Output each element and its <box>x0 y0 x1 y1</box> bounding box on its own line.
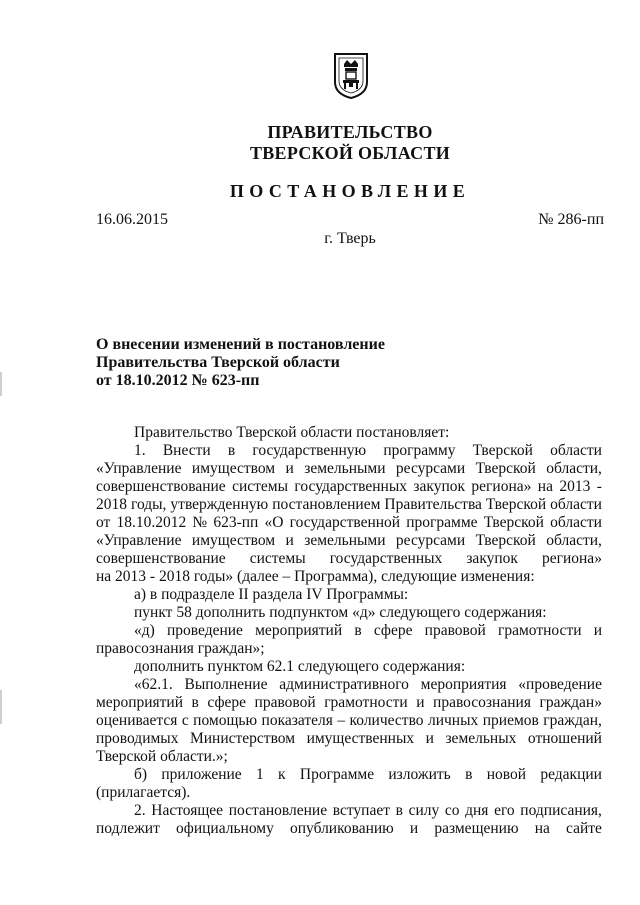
body-word: б) <box>134 766 148 783</box>
body-word: приемов <box>482 712 539 729</box>
body-word: в <box>191 694 199 711</box>
body-word: 2. <box>134 802 146 819</box>
body-word: годы, <box>130 496 167 513</box>
body-word: - <box>596 478 602 495</box>
body-word: силу <box>408 802 440 819</box>
document-type-title: ПОСТАНОВЛЕНИЕ <box>229 181 471 201</box>
body-line <box>96 532 602 550</box>
body-word: 2013 <box>559 478 591 495</box>
body-word: государственных <box>294 478 407 495</box>
body-line <box>96 676 602 694</box>
body-word: имуществом <box>191 532 276 549</box>
body-word: № <box>192 514 208 531</box>
body-word: Тверской <box>475 460 536 477</box>
body-word: «О <box>264 514 284 531</box>
body-line: Тверской области.»; <box>96 748 228 765</box>
coat-of-arms-icon <box>332 52 370 100</box>
body-word: в <box>227 442 236 459</box>
subject-line: Правительства Тверской области <box>96 354 340 371</box>
body-word: мероприятий <box>96 694 184 711</box>
body-word: Выполнение <box>184 676 268 693</box>
body-word: региона» <box>471 478 532 495</box>
org-title-line1: ПРАВИТЕЛЬСТВО <box>267 122 433 142</box>
body-word: 623-пп <box>213 514 259 531</box>
body-word: подлежит <box>96 820 160 837</box>
body-word: и <box>593 622 602 639</box>
body-word: официальному <box>176 820 274 837</box>
body-word: 2018 <box>96 496 127 513</box>
body-word: 18.10.2012 <box>116 514 187 531</box>
body-word: его <box>494 802 515 819</box>
body-word: правосознания <box>433 694 531 711</box>
body-word: в <box>465 766 473 783</box>
body-word: программе <box>406 514 478 531</box>
body-line: дополнить пунктом 62.1 следующего содержания: <box>134 658 466 675</box>
body-word: грамотности <box>324 694 408 711</box>
body-word: количество <box>349 712 424 729</box>
body-word: проводимых <box>96 730 179 747</box>
document-body <box>96 424 602 838</box>
body-word: «проведение <box>518 676 602 693</box>
body-word: земельными <box>304 460 386 477</box>
body-word: Министерством <box>189 730 296 747</box>
body-word: Тверской <box>485 496 547 513</box>
body-word: сайте <box>566 820 602 837</box>
body-word: в <box>395 802 403 819</box>
body-line <box>96 622 602 640</box>
body-word: подписания, <box>520 802 602 819</box>
body-word: закупок <box>413 478 466 495</box>
body-word: сфере <box>373 622 413 639</box>
body-line <box>96 802 602 820</box>
body-word: области, <box>546 532 602 549</box>
body-word: государственной <box>289 514 401 531</box>
body-word: Тверской <box>475 532 536 549</box>
body-line: Правительство Тверской области постановляет: <box>134 424 450 441</box>
body-word: помощью <box>193 712 258 729</box>
body-word: и <box>409 820 419 837</box>
body-word: Программе <box>299 766 375 783</box>
body-line <box>96 766 602 784</box>
body-line <box>96 478 602 496</box>
body-word: отношений <box>527 730 602 747</box>
body-line <box>96 460 602 478</box>
body-word: личных <box>427 712 479 729</box>
body-word: показателя <box>261 712 333 729</box>
body-word: мероприятий <box>255 622 343 639</box>
body-word: Правительства <box>384 496 482 513</box>
body-word: 1. <box>134 442 146 459</box>
body-word: административного <box>279 676 409 693</box>
body-word: области <box>550 514 602 531</box>
body-line <box>96 442 602 460</box>
body-word: постановление <box>228 802 328 819</box>
body-word: постановлением <box>272 496 381 513</box>
body-word: Тверской <box>472 442 533 459</box>
body-word: Настоящее <box>151 802 224 819</box>
body-word: с <box>181 712 189 729</box>
body-word: «Управление <box>96 460 182 477</box>
subject-line: от 18.10.2012 № 623-пп <box>96 372 260 389</box>
body-word: «Управление <box>96 532 182 549</box>
body-word: опубликованию <box>289 820 394 837</box>
body-word: совершенствование <box>96 550 226 567</box>
body-word: «д) <box>134 622 155 639</box>
body-word: правовой <box>254 694 316 711</box>
body-word: государственных <box>329 550 443 567</box>
subject-line: О внесении изменений в постановление <box>96 336 385 353</box>
scan-edge-mark <box>0 690 2 724</box>
body-word: и <box>425 730 434 747</box>
body-word: 1 <box>255 766 264 783</box>
body-word: на <box>537 478 553 495</box>
body-word: граждан» <box>539 694 602 711</box>
body-word: и <box>285 532 294 549</box>
document-city: г. Тверь <box>324 230 376 247</box>
body-word: системы <box>232 478 289 495</box>
body-word: приложение <box>161 766 242 783</box>
body-line <box>96 694 602 712</box>
body-line: на 2013 - 2018 годы» (далее – Программа), следующие изменения: <box>96 568 535 585</box>
scan-edge-mark <box>0 372 2 396</box>
body-word: земельных <box>445 730 517 747</box>
body-word: редакции <box>540 766 602 783</box>
body-word: в <box>354 622 362 639</box>
body-word: «62.1. <box>134 676 173 693</box>
document-number: № 286-пп <box>538 211 604 228</box>
body-word: земельными <box>304 532 386 549</box>
body-word: Тверской <box>483 514 544 531</box>
body-line <box>96 820 602 838</box>
body-word: граждан, <box>543 712 602 729</box>
body-line <box>96 514 602 532</box>
body-word: мероприятия <box>420 676 507 693</box>
body-word: области <box>550 442 602 459</box>
body-word: области, <box>546 460 602 477</box>
body-word: области <box>550 496 602 513</box>
body-word: на <box>534 820 550 837</box>
body-word: закупок <box>466 550 518 567</box>
body-word: со <box>444 802 460 819</box>
document-subject <box>96 336 385 390</box>
body-word: Внести <box>162 442 211 459</box>
body-word: и <box>416 694 425 711</box>
body-line <box>96 730 602 748</box>
body-word: грамотности <box>498 622 582 639</box>
body-word: размещению <box>434 820 519 837</box>
document-date: 16.06.2015 <box>96 211 168 228</box>
body-word: имуществом <box>191 460 276 477</box>
body-line <box>96 496 602 514</box>
body-line: (прилагается). <box>96 784 191 801</box>
body-word: дня <box>465 802 489 819</box>
body-word: – <box>337 712 346 729</box>
body-word: программу <box>383 442 456 459</box>
org-title-line2: ТВЕРСКОЙ ОБЛАСТИ <box>249 143 451 163</box>
body-word: сфере <box>207 694 247 711</box>
body-word: региона» <box>541 550 602 567</box>
body-word: правовой <box>424 622 486 639</box>
body-word: и <box>285 460 294 477</box>
body-word: утвержденную <box>170 496 269 513</box>
body-line: пункт 58 дополнить подпунктом «д» следующего содержания: <box>134 604 547 621</box>
body-word: ресурсами <box>395 460 466 477</box>
body-line <box>96 712 602 730</box>
body-word: изложить <box>388 766 451 783</box>
body-word: проведение <box>167 622 243 639</box>
body-word: системы <box>249 550 306 567</box>
body-word: новой <box>486 766 527 783</box>
body-line <box>96 550 602 568</box>
body-word: имущественных <box>306 730 415 747</box>
body-word: совершенствование <box>96 478 226 495</box>
body-line: а) в подразделе II раздела IV Программы: <box>134 586 409 603</box>
body-line: правосознания граждан»; <box>96 640 265 657</box>
body-word: оценивается <box>96 712 178 729</box>
body-word: ресурсами <box>395 532 466 549</box>
body-word: вступает <box>332 802 390 819</box>
body-word: государственную <box>252 442 367 459</box>
body-word: к <box>278 766 286 783</box>
body-word: от <box>96 514 111 531</box>
